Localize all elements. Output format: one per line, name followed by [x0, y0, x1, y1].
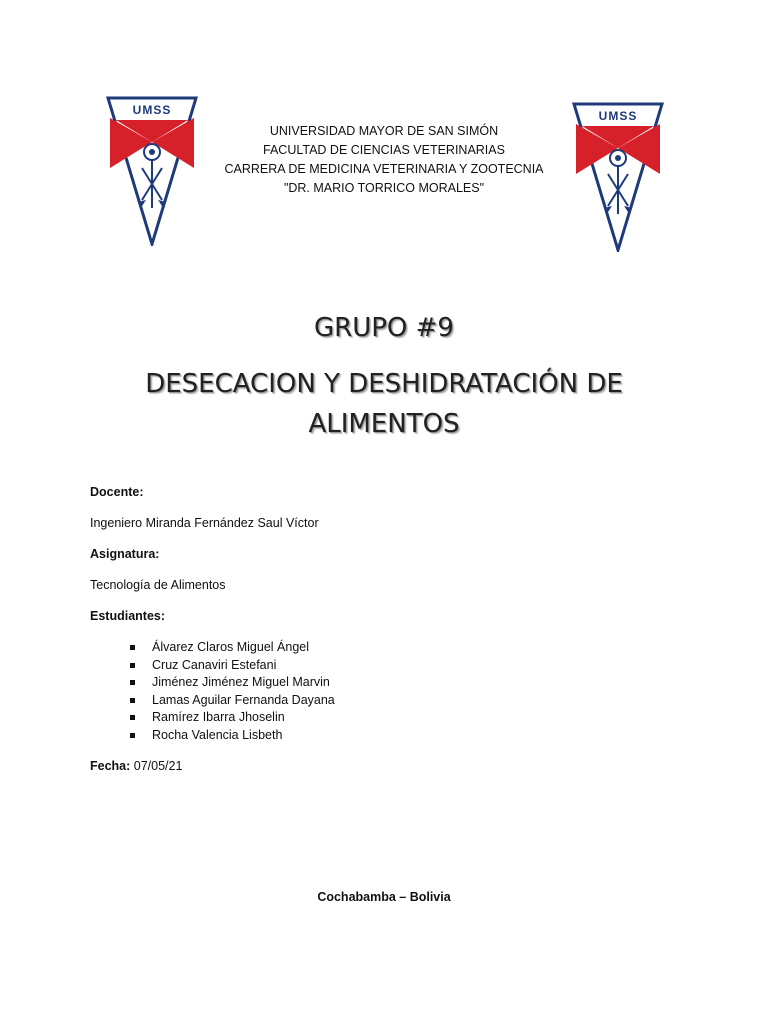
bullet-icon — [130, 680, 135, 685]
student-name: Jiménez Jiménez Miguel Marvin — [152, 675, 330, 689]
asignatura-label: Asignatura: — [90, 547, 160, 561]
document-title — [100, 364, 668, 444]
student-name: Rocha Valencia Lisbeth — [152, 727, 283, 742]
bullet-icon — [130, 645, 135, 650]
date-label: Fecha: — [90, 759, 131, 773]
bullet-icon — [130, 715, 135, 720]
list-item — [130, 727, 690, 745]
bullet-icon — [130, 733, 135, 738]
list-item — [130, 657, 690, 675]
list-item — [130, 674, 690, 692]
estudiantes-label: Estudiantes: — [90, 609, 166, 623]
umss-logo-left — [106, 96, 198, 246]
location-footer: Cochabamba – Bolivia — [317, 890, 451, 904]
info-section — [90, 484, 690, 774]
faculty-name: FACULTAD DE CIENCIAS VETERINARIAS — [263, 143, 505, 157]
list-item — [130, 639, 690, 657]
bullet-icon — [130, 698, 135, 703]
document-title-line1: DESECACION Y DESHIDRATACIÓN DE — [145, 369, 623, 399]
svg-text:UMSS: UMSS — [598, 109, 638, 123]
umss-shield-icon — [106, 96, 198, 246]
asignatura-value: Tecnología de Alimentos — [90, 578, 226, 592]
date-line — [90, 758, 690, 774]
docente-label: Docente: — [90, 485, 144, 499]
group-title: GRUPO #9 — [314, 313, 454, 343]
umss-logo-right — [572, 102, 664, 252]
list-item — [130, 692, 690, 710]
list-item — [130, 709, 690, 727]
university-name: UNIVERSIDAD MAYOR DE SAN SIMÓN — [269, 124, 499, 138]
date-value: 07/05/21 — [130, 759, 183, 773]
docente-value: Ingeniero Miranda Fernández Saul Víctor — [90, 516, 319, 530]
bullet-icon — [130, 663, 135, 668]
student-name: Álvarez Claros Miguel Ángel — [152, 640, 310, 654]
students-list — [90, 639, 690, 744]
document-title-line2: ALIMENTOS — [308, 409, 460, 439]
career-name: CARRERA DE MEDICINA VETERINARIA Y ZOOTECNIA — [224, 162, 544, 176]
student-name: Lamas Aguilar Fernanda Dayana — [152, 692, 335, 707]
student-name: Cruz Canaviri Estefani — [152, 657, 277, 672]
university-header — [200, 122, 568, 198]
umss-shield-icon — [572, 102, 664, 252]
institute-name: "DR. MARIO TORRICO MORALES" — [283, 181, 485, 195]
student-name: Ramírez Ibarra Jhoselin — [152, 710, 285, 724]
svg-text:UMSS: UMSS — [132, 103, 172, 117]
